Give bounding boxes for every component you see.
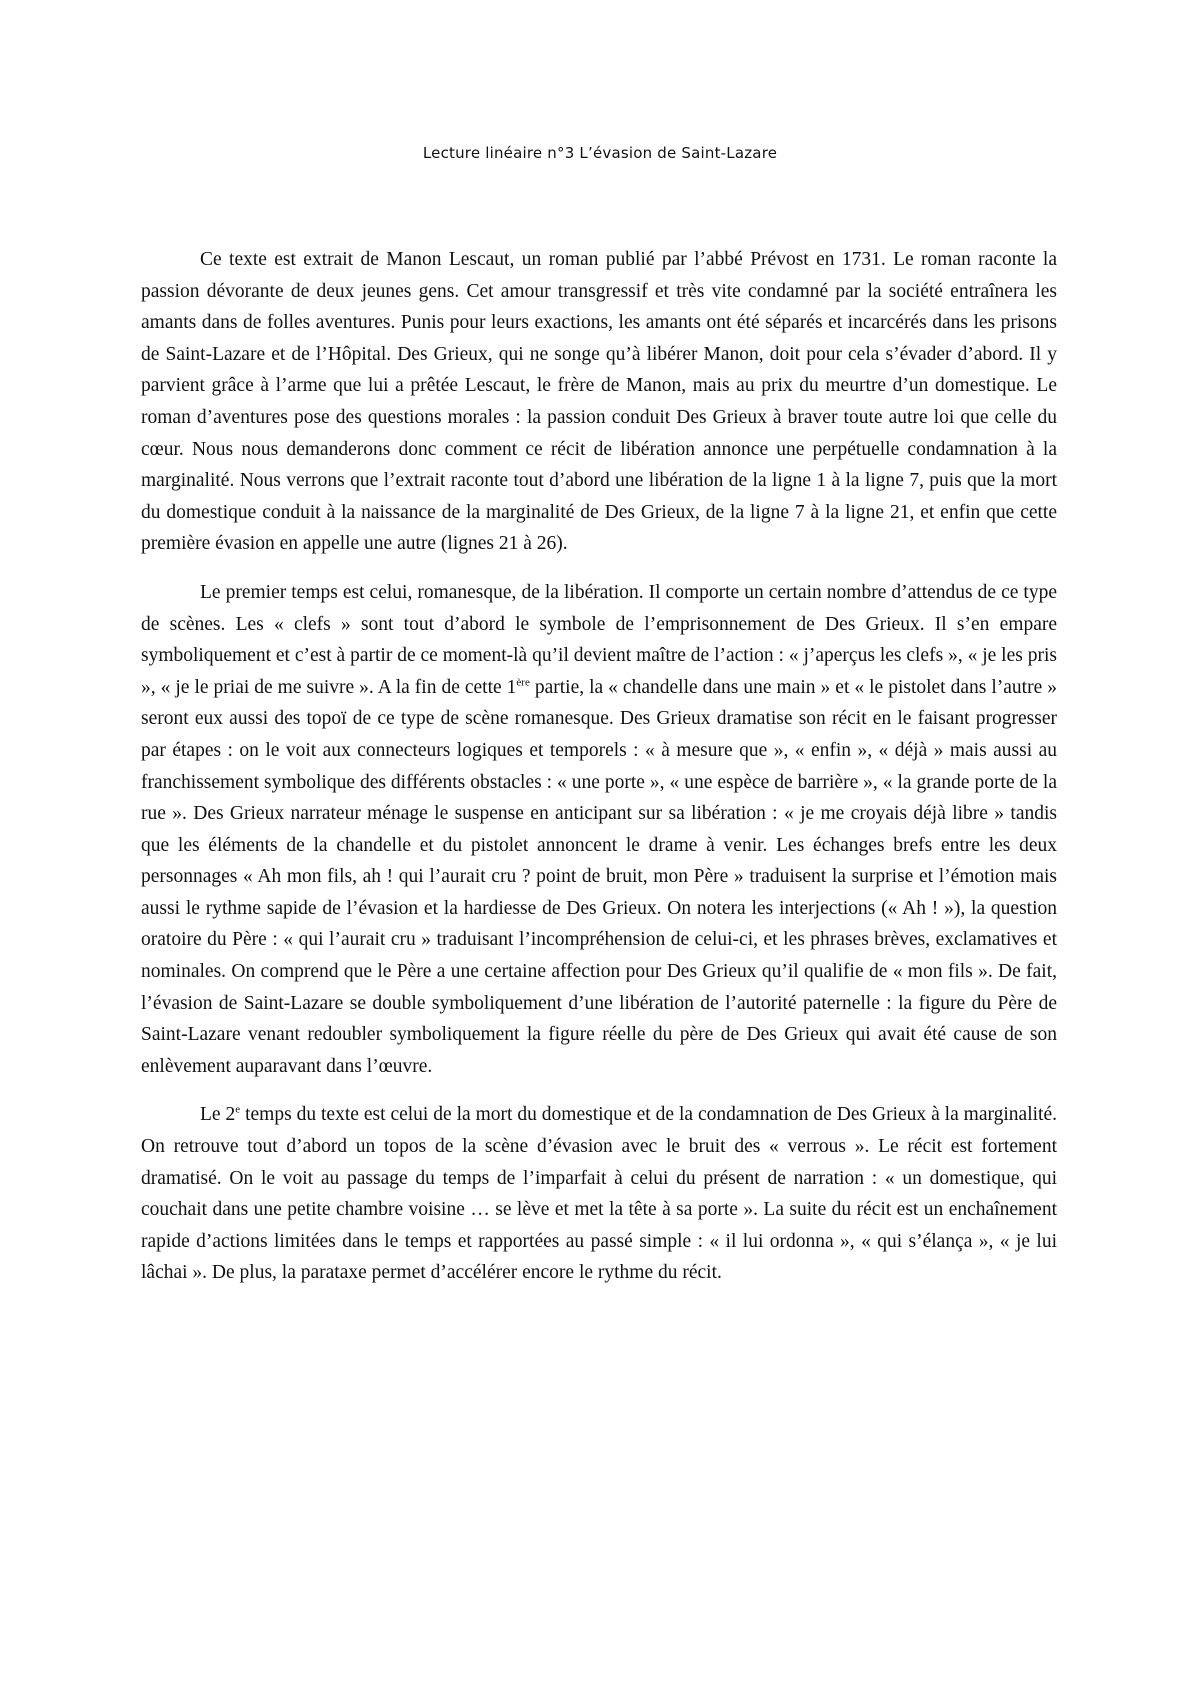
superscript-ordinal: ère	[516, 676, 530, 689]
paragraph-first-movement	[141, 577, 1057, 1083]
paragraph-text-segment: temps du texte est celui de la mort du domestique et de la condamnation de Des Grieux à la marginalité. On retrouve tout d’abord un topos de la scène d’évasion avec le bruit des « verrous ». Le récit est fortement dramatisé. On le voit au passage du temps de l’imparfait à celui du présent de narration : « un domestique, qui couchait dans une petite chambre voisine … se lève et met la tête à sa porte ». La suite du récit est un enchaînement rapide d’actions limitées dans le temps et rapportées au passé simple : « il lui ordonna », « qui s’élança », « je lui lâchai ». De plus, la parataxe permet d’accélérer encore le rythme du récit.	[141, 1104, 1057, 1284]
paragraph-text-segment: Le 2	[200, 1104, 236, 1126]
document-body	[141, 244, 1057, 1306]
paragraph-second-movement	[141, 1099, 1057, 1289]
paragraph-text-segment: partie, la « chandelle dans une main » et « le pistolet dans l’autre » seront eux aussi des topoï de ce type de scène romanesque. Des Grieux dramatise son récit en le faisant progresser par étapes : on le voit aux connecteurs logiques et temporels : « à mesure que », « enfin », « déjà » mais aussi au franchissement symbolique des différents obstacles : « une porte », « une espèce de barrière », « la grande porte de la rue ». Des Grieux narrateur ménage le suspense en anticipant sur sa libération : « je me croyais déjà libre » tandis que les éléments de la chandelle et du pistolet annoncent le drame à venir. Les échanges brefs entre les deux personnages « Ah mon fils, ah ! qui l’aurait cru ? point de bruit, mon Père » traduisent la surprise et l’émotion mais aussi le rythme sapide de l’évasion et la hardiesse de Des Grieux. On notera les interjections (« Ah ! »), la question oratoire du Père : « qui l’aurait cru » traduisant l’incompréhension de celui-ci, et les phrases brèves, exclamatives et nominales. On comprend que le Père a une certaine affection pour Des Grieux qu’il qualifie de « mon fils ». De fait, l’évasion de Saint-Lazare se double symboliquement d’une libération de l’autorité paternelle : la figure du Père de Saint-Lazare venant redoubler symboliquement la figure réelle du père de Des Grieux qui avait été cause de son enlèvement auparavant dans l’œuvre.	[141, 676, 1057, 1077]
paragraph-text-segment: Le premier temps est celui, romanesque, de la libération. Il comporte un certain nombre d’attendus de ce type de scènes. Les « clefs » sont tout d’abord le symbole de l’emprisonnement de Des Grieux. Il s’en empare symboliquement et c’est à partir de ce moment-là qu’il devient maître de l’action : « j’aperçus les clefs », « je les pris », « je le priai de me suivre ». A la fin de cette 1	[141, 581, 1057, 698]
document-title: Lecture linéaire n°3 L’évasion de Saint-Lazare	[422, 144, 778, 162]
superscript-ordinal: e	[235, 1103, 241, 1116]
paragraph-introduction: Ce texte est extrait de Manon Lescaut, un roman publié par l’abbé Prévost en 1731. Le roman raconte la passion dévorante de deux jeunes gens. Cet amour transgressif et très vite condamné par la société entraînera les amants dans de folles aventures. Punis pour leurs exactions, les amants ont été séparés et incarcérés dans les prisons de Saint-Lazare et de l’Hôpital. Des Grieux, qui ne songe qu’à libérer Manon, doit pour cela s’évader d’abord. Il y parvient grâce à l’arme que lui a prêtée Lescaut, le frère de Manon, mais au prix du meurtre d’un domestique. Le roman d’aventures pose des questions morales : la passion conduit Des Grieux à braver toute autre loi que celle du cœur. Nous nous demanderons donc comment ce récit de libération annonce une perpétuelle condamnation à la marginalité. Nous verrons que l’extrait raconte tout d’abord une libération de la ligne 1 à la ligne 7, puis que la mort du domestique conduit à la naissance de la marginalité de Des Grieux, de la ligne 7 à la ligne 21, et enfin que cette première évasion en appelle une autre (lignes 21 à 26).	[141, 249, 1057, 555]
